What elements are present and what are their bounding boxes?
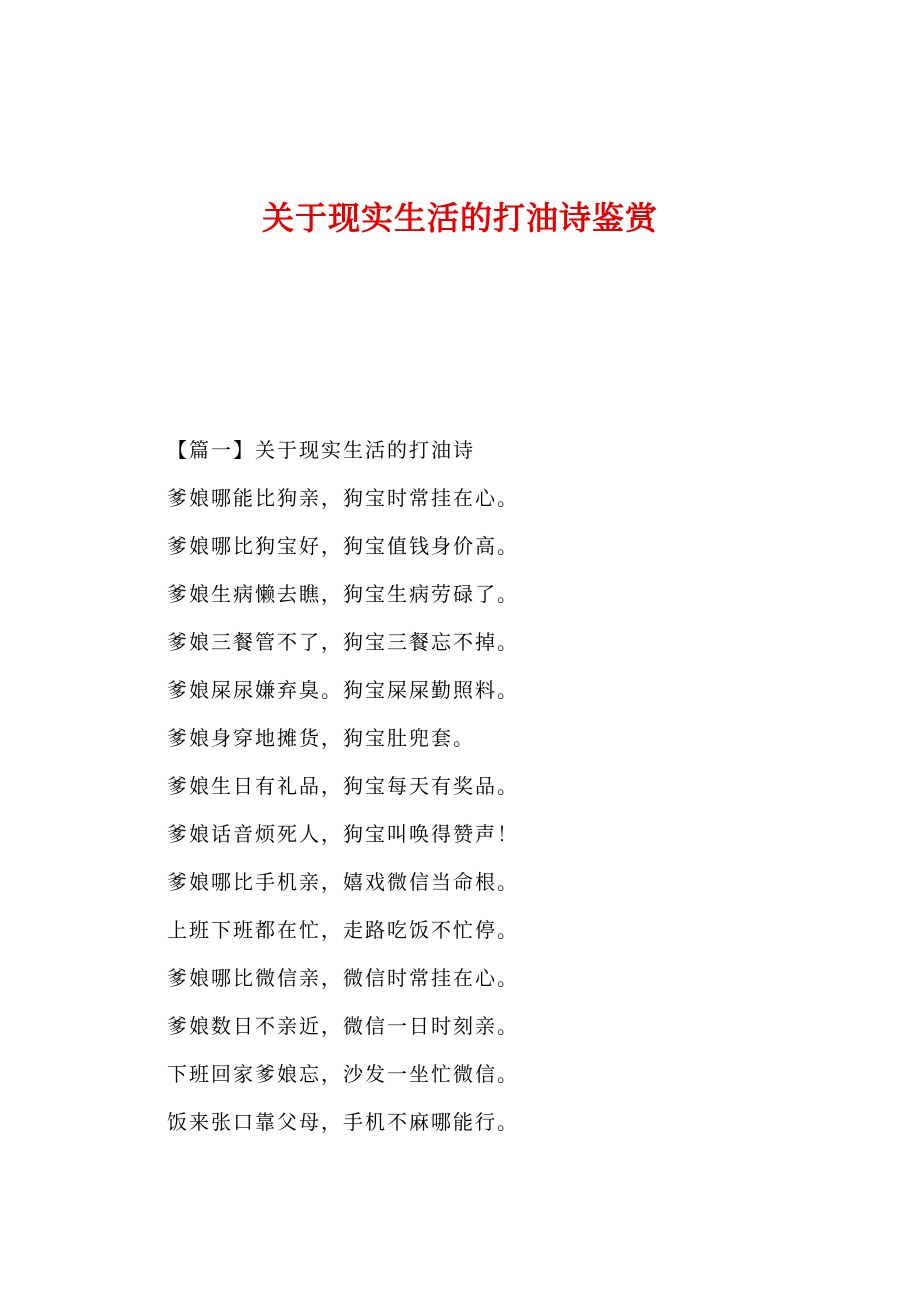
poem-line: 爹娘数日不亲近，微信一日时刻亲。 (167, 1014, 519, 1038)
poem-line: 爹娘生日有礼品，狗宝每天有奖品。 (167, 774, 519, 798)
poem-line: 下班回家爹娘忘，沙发一坐忙微信。 (167, 1062, 519, 1086)
poem-line: 上班下班都在忙，走路吃饭不忙停。 (167, 918, 519, 942)
poem-line: 饭来张口靠父母，手机不麻哪能行。 (167, 1110, 519, 1134)
poem-line: 爹娘身穿地摊货，狗宝肚兜套。 (167, 726, 475, 750)
poem-line: 爹娘哪比微信亲，微信时常挂在心。 (167, 966, 519, 990)
poem-line: 爹娘生病懒去瞧，狗宝生病劳碌了。 (167, 582, 519, 606)
poem-line: 爹娘哪比手机亲，嬉戏微信当命根。 (167, 870, 519, 894)
section-heading: 【篇一】关于现实生活的打油诗 (167, 438, 475, 462)
poem-line: 爹娘话音烦死人，狗宝叫唤得赞声！ (167, 822, 519, 846)
document-title: 关于现实生活的打油诗鉴赏 (261, 199, 658, 237)
poem-line: 爹娘哪比狗宝好，狗宝值钱身价高。 (167, 534, 519, 558)
poem-body (167, 426, 787, 1146)
poem-line: 爹娘三餐管不了，狗宝三餐忘不掉。 (167, 630, 519, 654)
poem-line: 爹娘屎尿嫌弃臭。狗宝屎屎勤照料。 (167, 678, 519, 702)
poem-line: 爹娘哪能比狗亲，狗宝时常挂在心。 (167, 486, 519, 510)
